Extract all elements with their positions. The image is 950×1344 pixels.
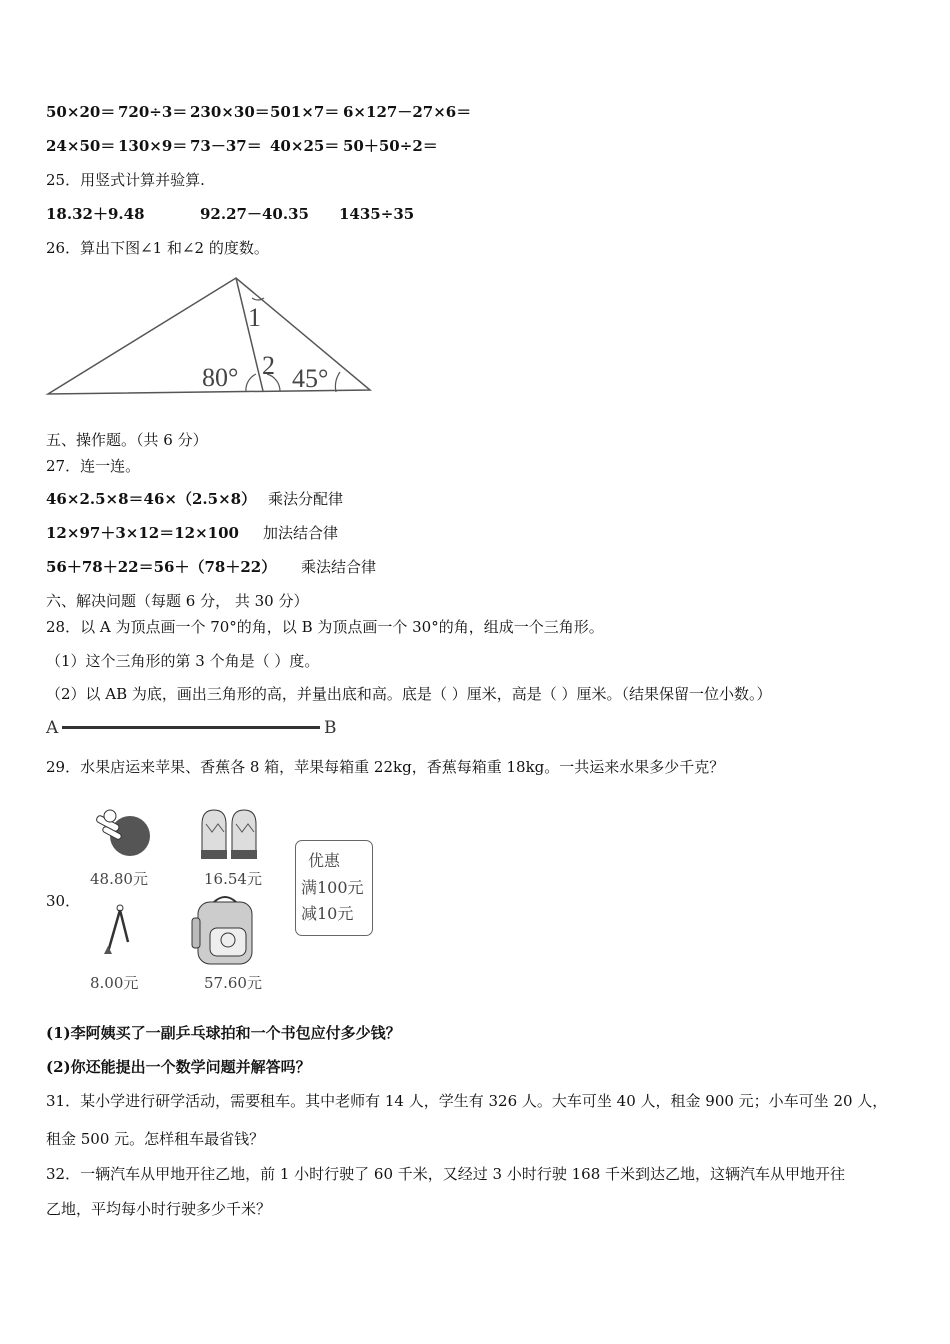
angle-label-45: 45° xyxy=(292,364,329,393)
compass-icon xyxy=(98,902,138,962)
angle-label-1: 1 xyxy=(248,303,261,332)
question-31-line2: 租金 500 元。怎样租车最省钱？ xyxy=(46,1130,265,1148)
calc-item: 50×20＝ xyxy=(46,103,116,121)
q27-right-item: 乘法结合律 xyxy=(301,558,377,576)
segment-ab xyxy=(46,716,346,740)
q27-left-item: 12×97＋3×12＝12×100 xyxy=(46,524,239,542)
calc-item: 230×30＝ xyxy=(190,103,270,121)
question-29: 29．水果店运来苹果、香蕉各 8 箱，苹果每箱重 22kg，香蕉每箱重 18kg。一共运来水果多少千克？ xyxy=(46,758,725,776)
q27-right-item: 加法结合律 xyxy=(263,524,339,542)
question-27-title: 27．连一连。 xyxy=(46,457,141,475)
calc-item: 6×127－27×6＝ xyxy=(343,103,472,121)
calc-item: 501×7＝ xyxy=(270,103,340,121)
point-a-label: A xyxy=(46,718,59,738)
q27-left-item: 56＋78＋22＝56＋（78＋22） xyxy=(46,558,277,576)
q25-item: 18.32＋9.48 xyxy=(46,205,145,223)
triangle-figure xyxy=(40,268,380,400)
angle-label-2: 2 xyxy=(262,351,275,380)
question-30-sub1: (1)李阿姨买了一副乒乓球拍和一个书包应付多少钱？ xyxy=(46,1024,401,1042)
question-28-sub1: （1）这个三角形的第 3 个角是（ ）度。 xyxy=(46,652,320,670)
promo-box xyxy=(295,840,373,936)
q27-right-item: 乘法分配律 xyxy=(268,490,344,508)
gloves-icon xyxy=(196,804,262,862)
calc-item: 73－37＝ xyxy=(190,137,262,155)
triangle-divider xyxy=(236,278,263,391)
backpack-icon xyxy=(190,892,260,968)
price-compass: 8.00元 xyxy=(90,974,139,992)
calc-item: 720÷3＝ xyxy=(118,103,188,121)
question-31-line1: 31．某小学进行研学活动，需要租车。其中老师有 14 人，学生有 326 人。大车可坐 40 人，租金 900 元；小车可坐 20 人， xyxy=(46,1092,888,1110)
q25-item: 92.27－40.35 xyxy=(200,205,309,223)
segment-line xyxy=(62,726,320,729)
question-30-sub2: (2)你还能提出一个数学问题并解答吗？ xyxy=(46,1058,311,1076)
q25-item: 1435÷35 xyxy=(339,205,415,223)
calc-item: 24×50＝ xyxy=(46,137,116,155)
section-6-heading: 六、解决问题（每题 6 分， 共 30 分） xyxy=(46,592,309,610)
question-32-line1: 32．一辆汽车从甲地开往乙地，前 1 小时行驶了 60 千米，又经过 3 小时行驶 168 千米到达乙地，这辆汽车从甲地开往 xyxy=(46,1165,846,1183)
question-30-number: 30． xyxy=(46,892,81,910)
section-5-heading: 五、操作题。（共 6 分） xyxy=(46,431,208,449)
angle-arc-45 xyxy=(335,372,340,392)
promo-line-1: 满100元 xyxy=(301,878,364,897)
promo-title: 优惠 xyxy=(308,851,341,870)
price-gloves: 16.54元 xyxy=(204,870,262,888)
ping-pong-paddle-icon xyxy=(88,806,158,866)
question-28-title: 28．以 A 为顶点画一个 70°的角，以 B 为顶点画一个 30°的角，组成一个三角形。 xyxy=(46,618,604,636)
question-25-title: 25．用竖式计算并验算. xyxy=(46,171,205,189)
angle-label-80: 80° xyxy=(202,363,239,392)
angle-arc-80 xyxy=(246,374,256,392)
promo-line-2: 减10元 xyxy=(301,904,354,923)
price-backpack: 57.60元 xyxy=(204,974,262,992)
price-paddle: 48.80元 xyxy=(90,870,148,888)
calc-item: 50＋50÷2＝ xyxy=(343,137,438,155)
calc-item: 40×25＝ xyxy=(270,137,340,155)
calc-item: 130×9＝ xyxy=(118,137,188,155)
question-32-line2: 乙地，平均每小时行驶多少千米？ xyxy=(46,1200,272,1218)
question-26-title: 26．算出下图∠1 和∠2 的度数。 xyxy=(46,239,269,257)
point-b-label: B xyxy=(324,718,337,738)
question-28-sub2: （2）以 AB 为底，画出三角形的高，并量出底和高。底是（ ）厘米，高是（ ）厘米。（结果保留一位小数。） xyxy=(46,685,772,703)
q27-left-item: 46×2.5×8＝46×（2.5×8） xyxy=(46,490,257,508)
